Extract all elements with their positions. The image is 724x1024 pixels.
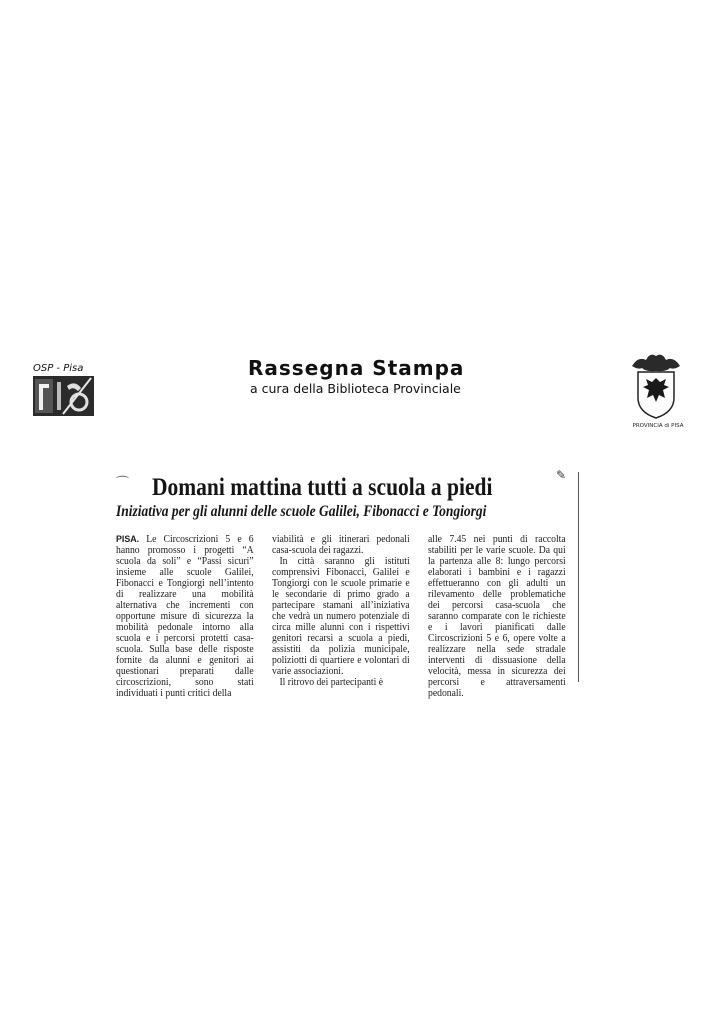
corner-mark: ✎: [556, 468, 567, 482]
column-2-paragraph: viabilità e gli itinerari pedonali casa-scuola dei ragazzi.: [272, 534, 410, 556]
article-column-2: [272, 534, 410, 688]
osp-logo-graphic-icon: [33, 376, 94, 416]
column-2-paragraph: In città saranno gli istituti comprensivi Fibonacci, Galilei e Tongiorgi con le scuole primarie e le secondarie di primo grado a partecipare stamani all’iniziativa che vedrà un numero potenziale di circa mille alunni con i rispettivi genitori recarsi a scuola a piedi, assistiti da polizia municipale, poliziotti di quartiere e volontari di varie associazioni.: [272, 556, 410, 677]
provincia-crest-icon: [628, 352, 684, 422]
column-3-text: alle 7.45 nei punti di raccolta stabiliti per le varie scuole. Da qui la partenza alle 8: lungo percorsi elaborati i bambini e i ragazzi effettueranno con gli adulti un rilevamento delle problematiche dei percorsi casa-scuola che saranno comparate con le richieste e i lavori pianificati dalle Circoscrizioni 5 e 6, opere volte a realizzare nella sede stradale interventi di dissuasione della velocità, messa in sicurezza dei percorsi e attraversamenti pedonali.: [428, 534, 566, 699]
article-dateline: PISA.: [116, 534, 140, 545]
logo-label: OSP - Pisa: [33, 362, 94, 376]
article-column-3: [428, 534, 566, 699]
osp-pisa-logo: [33, 362, 94, 416]
page-subtitle: a cura della Biblioteca Provinciale: [250, 381, 461, 396]
article-subheadline: Iniziativa per gli alunni delle scuole Galilei, Fibonacci e Tongiorgi: [116, 503, 487, 520]
column-2-paragraph: Il ritrovo dei partecipanti è: [279, 677, 384, 688]
page-title: Rassegna Stampa: [248, 356, 465, 380]
article-headline: Domani mattina tutti a scuola a piedi: [152, 474, 493, 501]
column-1-text: Le Circoscrizioni 5 e 6 hanno promosso i progetti “A scuola da soli” e “Passi sicuri” insieme alle scuole Galilei, Fibonacci e Tongiorgi nell’intento di realizzare una mobilità alternativa che incrementi con opportune misure di sicurezza la mobilità pedonale intorno alla scuola e i percorsi protetti casa-scuola. Sulla base delle risposte fornite da alunni e genitori ai questionari preparati dalle circoscrizioni, sono stati individuati i punti critici della: [116, 534, 254, 699]
clipping-edge-rule: [578, 472, 579, 682]
article-column-1: [116, 534, 254, 699]
crest-caption: PROVINCIA di PISA: [632, 423, 684, 429]
article-clipping: [108, 466, 584, 699]
corner-mark: ⌒: [116, 476, 130, 491]
